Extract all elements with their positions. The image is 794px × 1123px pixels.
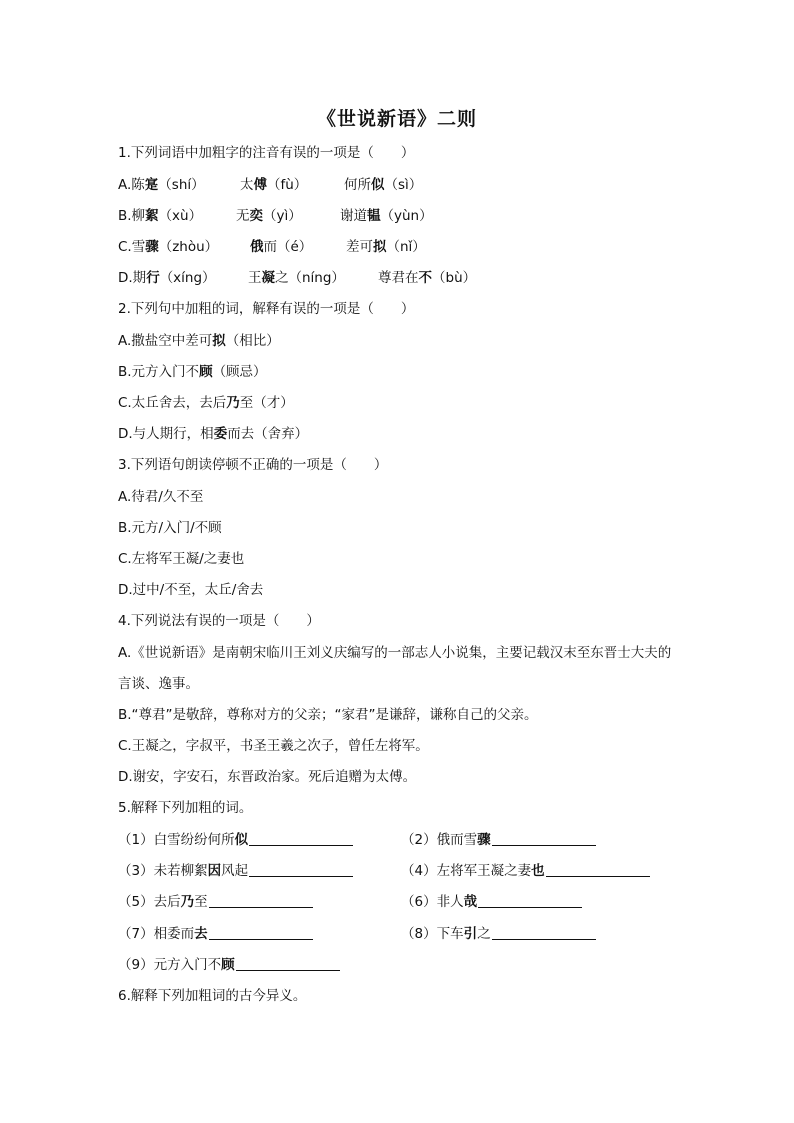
q5-item-7: （7）相委而去 [118, 925, 313, 943]
q5-item-6: （6）非人哉 [401, 893, 582, 911]
q2-option-a: A.撒盐空中差可拟（相比） [118, 333, 280, 349]
q6-stem: 6.解释下列加粗词的古今异义。 [118, 988, 307, 1004]
q5-item-2: （2）俄而雪骤 [401, 831, 596, 849]
q5-item-3: （3）未若柳絮因风起 [118, 862, 353, 880]
q4-option-d: D.谢安，字安石，东晋政治家。死后追赠为太傅。 [118, 769, 417, 785]
answer-blank[interactable] [209, 893, 313, 908]
q4-option-c: C.王凝之，字叔平，书圣王羲之次子，曾任左将军。 [118, 738, 429, 754]
answer-blank[interactable] [209, 925, 313, 940]
q2-stem: 2.下列句中加粗的词，解释有误的一项是（ ） [118, 301, 415, 317]
q3-option-b: B.元方/入门/不顾 [118, 520, 222, 536]
q5-item-8: （8）下车引之 [401, 925, 596, 943]
q1-option-d: D.期行（xíng） 王凝之（níng） 尊君在不（bù） [118, 270, 477, 286]
q4-stem: 4.下列说法有误的一项是（ ） [118, 613, 320, 629]
answer-blank[interactable] [249, 862, 353, 877]
q4-option-a: A.《世说新语》是南朝宋临川王刘义庆编写的一部志人小说集，主要记载汉末至东晋士大夫的言谈、逸事。 [118, 645, 672, 692]
q5-item-5: （5）去后乃至 [118, 893, 313, 911]
document-title: 《世说新语》二则 [316, 108, 477, 130]
q5-item-9: （9）元方入门不顾 [118, 956, 340, 974]
q1-stem: 1.下列词语中加粗字的注音有误的一项是（ ） [118, 145, 415, 161]
q3-stem: 3.下列语句朗读停顿不正确的一项是（ ） [118, 457, 388, 473]
q5-item-1: （1）白雪纷纷何所似 [118, 831, 353, 849]
q2-option-b: B.元方入门不顾（顾忌） [118, 364, 267, 380]
q3-option-c: C.左将军王凝/之妻也 [118, 551, 245, 567]
q4-option-b: B.“尊君”是敬辞，尊称对方的父亲；“家君”是谦辞，谦称自己的父亲。 [118, 707, 538, 723]
q5-item-4: （4）左将军王凝之妻也 [401, 862, 650, 880]
q1-option-c: C.雪骤（zhòu） 俄而（é） 差可拟（nǐ） [118, 239, 426, 255]
answer-blank[interactable] [546, 862, 650, 877]
q3-option-d: D.过中/不至，太丘/舍去 [118, 582, 264, 598]
answer-blank[interactable] [236, 956, 340, 971]
q5-stem: 5.解释下列加粗的词。 [118, 800, 253, 816]
q3-option-a: A.待君/久不至 [118, 489, 204, 505]
q2-option-d: D.与人期行，相委而去（舍弃） [118, 426, 309, 442]
answer-blank[interactable] [249, 831, 353, 846]
q1-option-a: A.陈寔（shí） 太傅（fù） 何所似（sì） [118, 177, 423, 193]
q2-option-c: C.太丘舍去，去后乃至（才） [118, 395, 294, 411]
answer-blank[interactable] [492, 925, 596, 940]
q1-option-b: B.柳絮（xù） 无奕（yì） 谢道韫（yùn） [118, 208, 433, 224]
answer-blank[interactable] [492, 831, 596, 846]
answer-blank[interactable] [478, 893, 582, 908]
